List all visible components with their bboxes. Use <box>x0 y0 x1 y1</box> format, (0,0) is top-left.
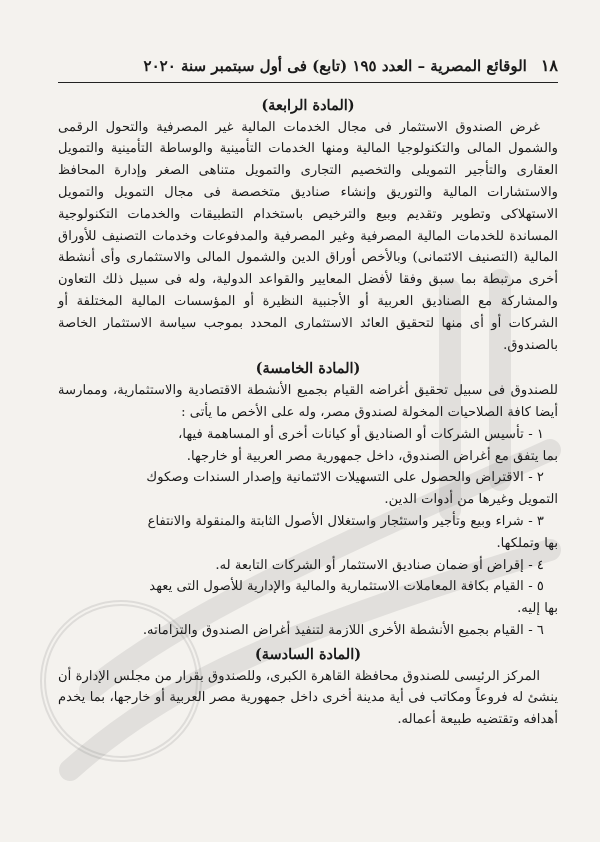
article5-heading: (المادة الخامسة) <box>255 360 361 378</box>
item-text: تأسيس الشركات أو الصناديق أو كيانات أخرى أو المساهمة فيها، <box>178 426 524 442</box>
article6-text: المركز الرئيسى للصندوق محافظة القاهرة الكبرى، وللصندوق بقرار من مجلس الإدارة أن ينشئ له فروعاً ومكاتب فى أية مدينة أخرى داخل جمهورية مصر العربية أو خارجها، بما يخدم أهدافه وتقتضيه طبيعة أعماله. <box>58 668 558 728</box>
item-number: ٣ - <box>528 513 544 529</box>
article4-text: غرض الصندوق الاستثمار فى مجال الخدمات المالية غير المصرفية والتحول الرقمى والشمول المالى والتكنولوجيا المالية ومنها الخدمات التأمينية والوساطة التأمينية والتمويل العقارى والتأجير التمويلى والتخصيم التجارى والتمويل متناهى الصغر وإدارة المحافظ والاستشارات المالية والتوريق وإنشاء صناديق متخصصة فى مجال التمويل والتمويل الاستهلاكى وتطوير وتقديم وبيع والترخيص باستخدام التطبيقات والخدمات التكنولوجية المساندة للخدمات المالية المصرفية وغير المصرفية والمدفوعات وخدمات التصنيف للأوراق المالية (التصنيف الائتمانى) وبالأخص أوراق الدين والشمول المالى والاستثمارى وأى أنشطة أخرى مرتبطة بما سبق وفقا لأفضل المعايير والقواعد الدولية، وله فى سبيل ذلك التعاون والمشاركة مع الصناديق العربية أو الأجنبية النظيرة أو المؤسسات المالية المختلفة أو الشركات أو أى منها لتحقيق العائد الاستثمارى المحدد بموجب سياسة الاستثمار الخاصة بالصندوق. <box>58 119 558 353</box>
list-item <box>58 620 558 642</box>
list-item <box>58 467 558 489</box>
item-text: إقراض أو ضمان صناديق الاستثمار أو الشركات التابعة له. <box>215 557 524 573</box>
article5-list <box>58 424 558 642</box>
item-number: ٥ - <box>528 579 544 595</box>
gazette-title: الوقائع المصرية – العدد ١٩٥ (تابع) فى أول سبتمبر سنة ٢٠٢٠ <box>143 57 527 75</box>
item-number: ٢ - <box>528 470 544 486</box>
page-number: ١٨ <box>540 56 558 75</box>
item-text: القيام بجميع الأنشطة الأخرى اللازمة لتنفيذ أغراض الصندوق والتزاماته. <box>142 622 524 638</box>
article6-heading: (المادة السادسة) <box>254 645 362 663</box>
document-page <box>58 55 558 731</box>
page-header <box>58 55 558 83</box>
item-number: ١ - <box>528 426 544 442</box>
item-continuation: بها وتملكها. <box>496 535 558 551</box>
list-item <box>58 555 558 577</box>
list-item <box>58 424 558 446</box>
article5-intro: للصندوق فى سبيل تحقيق أغراضه القيام بجميع الأنشطة الاقتصادية والاستثمارية، وممارسة أيضا كافة الصلاحيات المخولة لصندوق مصر، وله على الأخص ما يأتى : <box>58 383 558 420</box>
item-number: ٦ - <box>528 622 544 638</box>
item-text: شراء وبيع وتأجير واستئجار واستغلال الأصول الثابتة والمنقولة والانتفاع <box>147 513 524 529</box>
item-number: ٤ - <box>528 557 544 573</box>
item-continuation: بما يتفق مع أغراض الصندوق، داخل جمهورية مصر العربية أو خارجها. <box>186 448 558 464</box>
item-continuation: بها إليه. <box>517 601 558 617</box>
item-text: القيام بكافة المعاملات الاستثمارية والمالية والإدارية للأصول التى يعهد <box>149 579 524 595</box>
list-item <box>58 576 558 598</box>
item-continuation: التمويل وغيرها من أدوات الدين. <box>384 492 558 508</box>
article4-heading: (المادة الرابعة) <box>261 96 355 114</box>
list-item <box>58 511 558 533</box>
item-text: الاقتراض والحصول على التسهيلات الائتمانية وإصدار السندات وصكوك <box>146 470 524 486</box>
